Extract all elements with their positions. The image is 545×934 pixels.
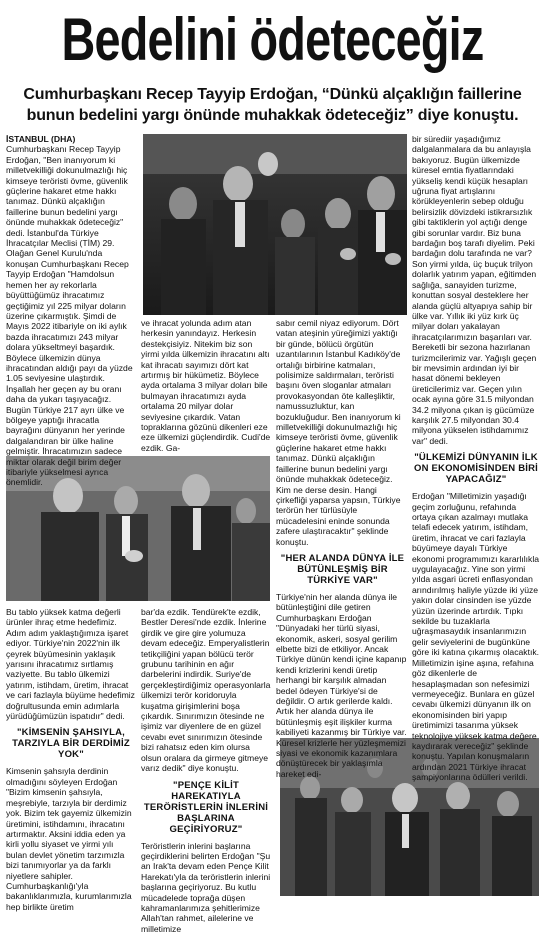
article-text: Teröristlerin inlerini başlarına geçirdiklerini belirten Erdoğan "Şu an Irak'ta devam eden Pençe Kilit Harekatı'yla da teröristlerin inlerini başlarına geçiriyoruz. Bu kutlu mücadelede toprağa düşen kahramanlarımıza şehitlerimize Allah'tan rahmet, ailelerine ve milletimize bbox=[141, 841, 271, 934]
applause-photo bbox=[143, 134, 407, 315]
subheading: "ÜLKEMİZİ DÜNYANIN İLK ON EKONOMİSİNDEN BİRİ YAPACAĞIZ" bbox=[412, 452, 540, 485]
column-4 bbox=[412, 134, 540, 732]
headline: Bedelini ödeteceğiz bbox=[60, 0, 485, 80]
article-text: bir sürediir yaşadığımız dalgalanmalara da bu anlayışla bakıyoruz. Bugün ülkemizde küresel emtia fiyatlarındaki yükseliş kendi küçük hesapları uğruna fiyat artışlarını körükleyenlerin sebep olduğu belirsizlik dövizdeki istikrarsızlık gibi taktiklerin yol açtığı denge gibi sorunlar vardır. Biz buna bardağın boş tarafı diyelim. Peki bardağın dolu tarafında ne var? Son yirmi yılda, üç buçuk trilyon dolarlık yatırım yapan, eğitimden sağlığa, sanayiden turizme, konuttan sosyal desteklere her alanda güçlü altyapıya sahip bir ülke var. Yıllık iki yüz kırk üç milyar doları yakalayan ihracatçılarımızın başarıları var. Bereketli bir sezona hazırlanan turizmcilerimiz var. Yağışlı geçen bir mevsimin ardından iyi bir hasat dönemi bekleyen üreticilerimiz var. Geçen yılın ocak ayına göre 31.5 milyondan 34.2 milyona çıkan iş gücümüze karşılık 27.5 milyondan 30.4 milyona yükselen istihdamımız var" dedi. bbox=[412, 134, 540, 446]
article-text: Erdoğan "Milletimizin yaşadığı geçim zorluğunu, refahında ortaya çıkan azalmayı mutlaka telafi edecek yatırım, istihdam, üretim, ihracat ve cari fazlayla büyümeye dayalı Türkiye ekonomi programımızı kararlılıkla uygulayacağız. Yine son yirmi yılda asgari ücreti enflasyondan arındırılmış haliyle yüzde iki yüze yakın dolar cinsinden ise yüzde yüzün üzerinde artırdık. Tıpkı sekilde bu tuzaklarla uğraşmasaydık insanlarımızın gelir seviyelerini de bugünküne göre iki katına çıkarmış olacaktık. Milletimizin işine aşına, refahına göz dikenlerle de hesaplaşmadan son nefesimizi vermeyeceğiz. Bunlara en güzel cevabı ülkemizi dünyanın ilk on ekonomisinden biri yapıp üretimimizi tasarıma yüksek teknolojiye yüksek katma değere kaydırarak vereceğiz" şeklinde konuştu. Yapılan konuşmaların ardından 2021 Türkiye ihracat şampiyonlarına ödülleri verildi. bbox=[412, 491, 540, 782]
column-2-bottom bbox=[141, 607, 271, 897]
column-2-middle bbox=[141, 318, 271, 450]
article-text: Cumhurbaşkanı Recep Tayyip Erdoğan, "Ben inanıyorum ki milletvekilliği dokunulmazlığı hiç kimseye teröristi övme, güvenlik güçlerine hakaret etme hakkı tanımaz. Dünkü alçaklığın faillerine bunun bedelini yargı önünde muhakkak ödeteceğiz" dedi. İstanbul'da Türkiye İhracatçılar Meclisi (TİM) 29. Olağan Genel Kurulu'nda konuşan Cumhurbaşkanı Recep Tayyip Erdoğan "Hamdolsun hemen her ay rekorlarla büyüttüğümüz ihracatımız geçtiğimiz yıl 225 milyar doların üzerine çıkarmıştık. Şimdi de Mayıs 2022 itibariyle on iki aylık bazda ihracatımızı 243 milyar dolara yükseltmeyi başardık. Böylece ülkemizin dünya ihracatından aldığı payı da yüzde 1.05 seviyesine ulaştırdık. İnşallah her geçen ay bu oranı daha da yukarı taşıyacağız. Bugün Türkiye 217 ayrı ülke ve bölgeye yaptığı ihracatla bayrağını dünyanın her yerinde dalgalandıran bir ülke haline gelmiştir. İhracatımızın sadece miktar olarak değil birim değer itibariyle yükselmesi ayrıca önemlidir. bbox=[6, 144, 136, 487]
article-text: ve ihracat yolunda adım atan herkesin yanındayız. Herkesin destekçisiyiz. Nitekim biz son yirmi yılda ülkemizin ihracatını altı kat ihracatı sayımızı dört kat artırmış bir hükümetiz. Böylece ayda ortalama 3 milyar doları bile bulmayan ihracatımızı ayda ortalama 20 milyar dolar seviyesine çıkardık. Vatan topraklarına gözünü dikenleri eze eze ülkemizi güçlendirdik. Cudi'de ezdik. Ga- bbox=[141, 318, 271, 453]
article-text: Kimsenin şahsıyla derdinin olmadığını söyleyen Erdoğan "Bizim kimsenin şahsıyla, meşrebiyle, tarzıyla bir derdimiz yok. Bizim tek gayemiz ülkemizin üretimini, istihdamını, ihracatını artırmaktır. Aksini iddia eden ya kirli yollu siyaset ve yirmi yılı bulan devlet yönetim tarzımızla bizi tanımıyorlar ya da farklı niyetlere sahipler. Cumhurbaşkanlığı'yla bakanlıklarımızla, kurumlarımızla hep birlikte üretim bbox=[6, 766, 136, 912]
article-text: Türkiye'nin her alanda dünya ile bütünleştiğini dile getiren Cumhurbaşkanı Erdoğan "Dünyadaki her türlü siyasi, ekonomik, askeri, sosyal gerilim elbette bizi de etkiliyor. Ancak Türkiye dünün kendi içine kapanıp kendi krizlerini kendi üretip herhangi bir karşılık almadan bedel ödeyen Türkiye'si de değildir. O artık gerilerde kaldı. Artık her alanda dünya ile bütünleşmiş eşit ilişkiler kurma kabiliyeti kazanmış bir Türkiye var. Küresel krizlerle her yüzleşmemizi siyasi ve ekonomik kazanımlara dönüştürecek bir yaklaşımla hareket edi- bbox=[276, 592, 409, 779]
article-text: sabır cemil niyaz ediyorum. Dört vatan ateşinin yüreğimizi yaktığı bir günde, bölücü örgütün uzantılarının İstanbul Kadıköy'de ortalığı birbirine katmaları, polisimize saldırmaları, teröristi başını öven sloganlar atmaları provokasyondan öte kalleşliktir, namussuzluktur, kan bozukluğudur. Ben inanıyorum ki milletvekilliği dokunulmazlığı hiç kimseye teröristi övme, güvenlik güçlerine hakaret etme hakkı tanımaz. Dünkü alçaklığın faillerine bunun bedelini yargı önünde muhakkak ödeteceğiz. Kim ne derse desin. Hangi çirkefliği yaparsa yapsın, Türkiye terörün her türlüsüyle mücadelesini eninde sonunda zafere ulaştıracaktır" şeklinde konuştu. bbox=[276, 318, 409, 547]
subheading: "KİMSENİN ŞAHSIYLA, TARZIYLA BİR DERDİMİZ YOK" bbox=[6, 727, 136, 760]
column-1-bottom bbox=[6, 607, 136, 897]
subheading: "PENÇE KİLİT HAREKATIYLA TERÖRİSTLERİN İNLERİNİ BAŞLARINA GEÇİRİYORUZ" bbox=[141, 780, 271, 835]
subheading: "HER ALANDA DÜNYA İLE BÜTÜNLEŞMİŞ BİR TÜRKİYE VAR" bbox=[276, 553, 409, 586]
column-3 bbox=[276, 318, 409, 732]
deck: Cumhurbaşkanı Recep Tayyip Erdoğan, “Dünkü alçaklığın faillerine bunun bedelini yargı önünde muhakkak ödeteceğiz” diye konuştu. bbox=[6, 84, 539, 128]
article-text: Bu tablo yüksek katma değerli ürünler ihraç etme hedefimiz. Adım adım yaklaştığımıza işaret ediyor. Türkiye'nin 2022'nin ilk çeyrek büyümesinin yaklaşık yarısını ihracatımız sırtlamış vaziyette. Bu tablo ülkemizi yatırım, istihdam, üretim, ihracat ve cari fazlayla büyüme hedefimiz doğrultusunda emin adımlarla yürüdüğümüzün ispatıdır" dedi. bbox=[6, 607, 136, 721]
dateline: İSTANBUL (DHA) bbox=[6, 134, 136, 144]
article-text: bar'da ezdik. Tendürek'te ezdik, Bestler Deresi'nde ezdik. İnlerine girdik ve gire gire yolumuza devam edeceğiz. Emperyalistlerin tetikçiliğini yapan bölücü terör grubunu tarihinin en ağır darbelerini indirdik. Suriye'de gerçekleştirdiğimiz operasyonlarla ülkemizi terör koridoruyla kuşatma girişimlerini boşa çıkardık. Sınırımızın ötesinde ne işimiz var diyenlere de en güzel cevabı evet sınırımızın ötesinde bizi rahatsız eden kim olursa olsun oralara da girmeye gitmeye varız dedik" diye konuştu. bbox=[141, 607, 271, 774]
column-1-top bbox=[6, 134, 136, 450]
